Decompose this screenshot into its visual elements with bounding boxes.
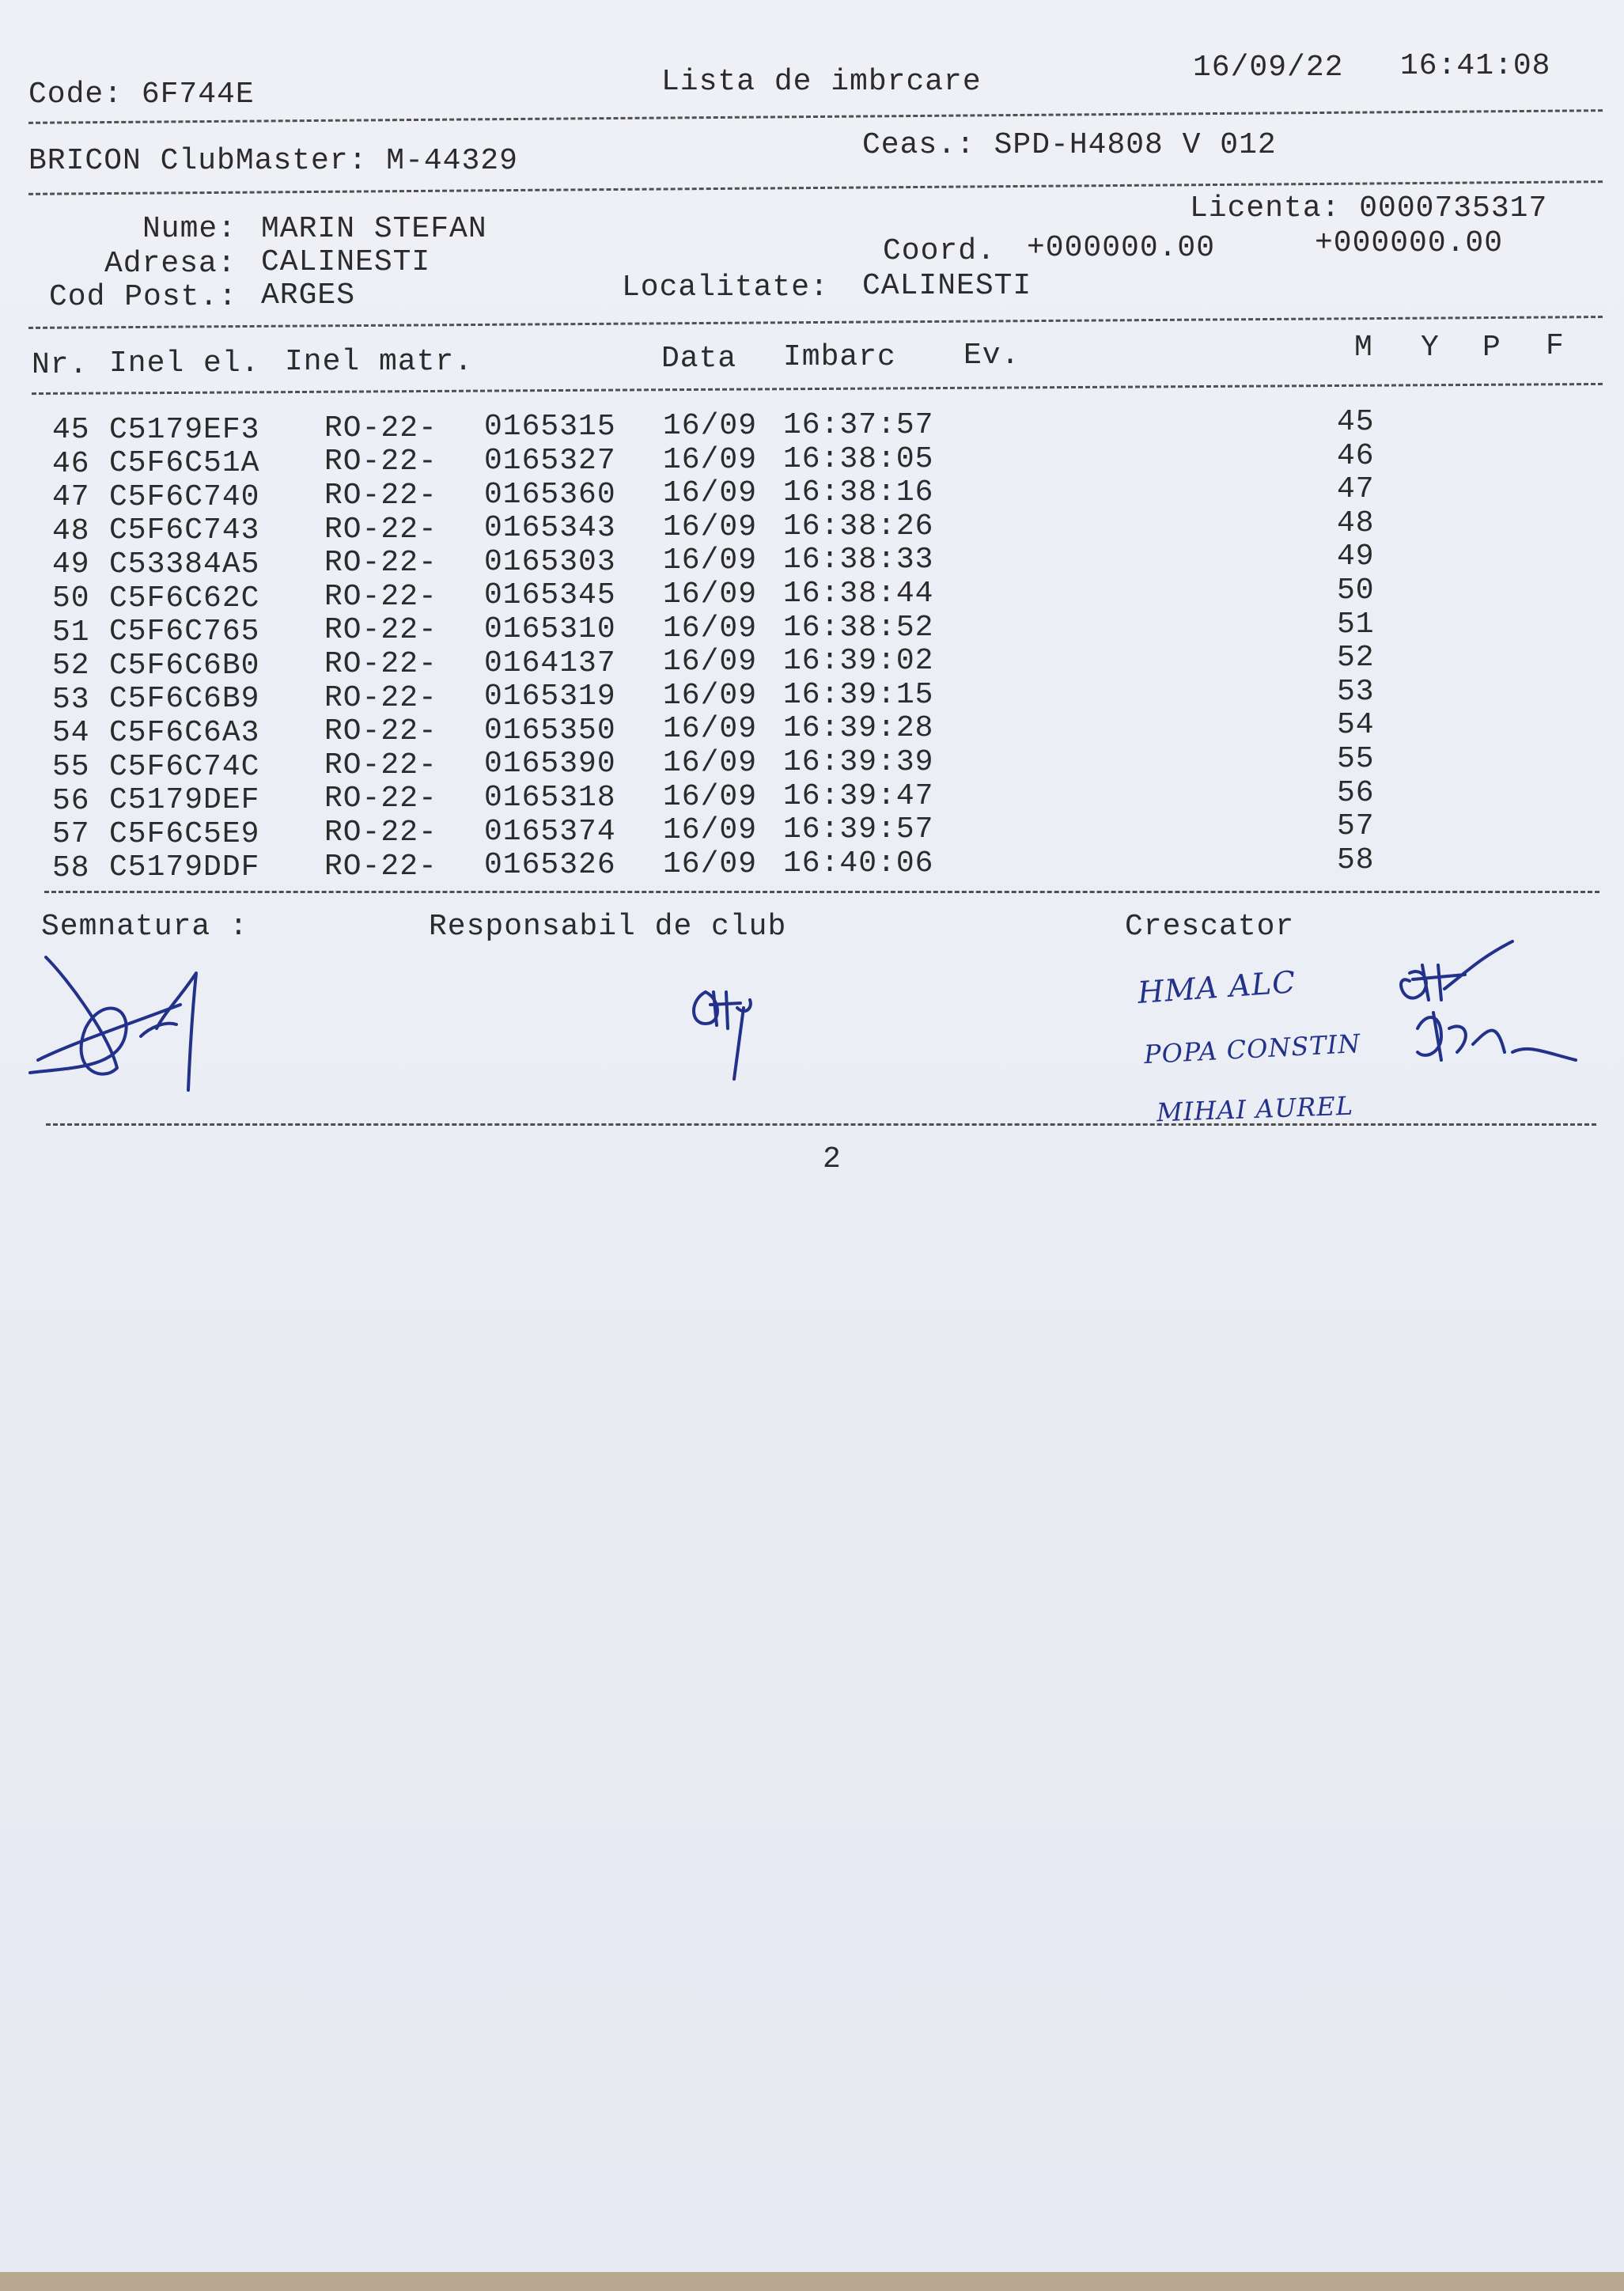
cell-prefix: RO-22- <box>324 849 437 884</box>
cell-ring: 0165343 <box>484 511 616 546</box>
header-date: 16/09/22 <box>1193 51 1344 85</box>
cell-date: 16/09 <box>663 745 758 780</box>
cell-prefix: RO-22- <box>324 646 437 681</box>
cell-prefix: RO-22- <box>324 512 437 547</box>
divider <box>44 891 1599 893</box>
cell-prefix: RO-22- <box>324 748 437 782</box>
cell-ring-el: C5F6C6B9 <box>109 682 260 717</box>
cell-prefix: RO-22- <box>324 445 437 479</box>
club-responsible-label: Responsabil de club <box>429 910 787 944</box>
cell-ring-el: C5F6C6B0 <box>109 648 260 683</box>
cell-ring-el: C5F6C6A3 <box>109 715 260 750</box>
cell-ring: 0165318 <box>484 781 616 815</box>
cell-m: 51 <box>1337 607 1375 642</box>
name-label: Nume: <box>142 212 237 246</box>
cell-time: 16:38:33 <box>783 543 934 577</box>
cell-time: 16:39:02 <box>783 644 934 679</box>
cell-prefix: RO-22- <box>324 714 437 749</box>
cell-nr: 47 <box>52 480 90 515</box>
cell-time: 16:38:05 <box>783 441 934 476</box>
cell-prefix: RO-22- <box>324 613 437 648</box>
address-label: Adresa: <box>104 247 237 281</box>
cell-time: 16:39:39 <box>783 744 934 779</box>
cell-time: 16:39:15 <box>783 677 934 712</box>
cell-date: 16/09 <box>663 476 758 511</box>
cell-nr: 48 <box>52 513 90 548</box>
cell-ring: 0165303 <box>484 544 616 579</box>
page-number: 2 <box>823 1142 842 1176</box>
cell-ring: 0164137 <box>484 646 616 680</box>
col-f: F <box>1546 329 1565 363</box>
col-nr: Nr. <box>32 348 89 382</box>
cell-ring-el: C5F6C51A <box>109 446 260 481</box>
cell-ring-el: C5179DEF <box>109 783 260 818</box>
cell-ring: 0165326 <box>484 848 616 883</box>
divider <box>32 383 1603 395</box>
signature-breeder <box>1394 933 1584 1092</box>
club-master: BRICON ClubMaster: M-44329 <box>28 144 518 178</box>
header-time: 16:41:08 <box>1400 49 1551 83</box>
cell-m: 48 <box>1337 506 1375 540</box>
cell-time: 16:39:57 <box>783 812 934 847</box>
col-board: Imbarc <box>783 340 896 374</box>
col-date: Data <box>661 342 737 376</box>
col-ring-el: Inel el. <box>109 346 260 381</box>
breeder-handwriting-3: MIHAI AUREL <box>1156 1090 1354 1128</box>
owner-locality: CALINESTI <box>862 269 1032 303</box>
divider <box>46 1123 1596 1126</box>
divider <box>28 316 1603 329</box>
license-number: Licenta: 0000735317 <box>1190 191 1548 225</box>
col-ring-matr: Inel matr. <box>285 345 474 379</box>
document-title: Lista de imbrcare <box>661 65 982 99</box>
cell-ring-el: C5F6C74C <box>109 749 260 784</box>
cell-prefix: RO-22- <box>324 680 437 715</box>
cell-m: 49 <box>1337 540 1375 574</box>
cell-m: 58 <box>1337 843 1375 877</box>
cell-time: 16:38:26 <box>783 509 934 543</box>
cell-date: 16/09 <box>663 611 758 646</box>
cell-nr: 46 <box>52 446 90 481</box>
cell-ring: 0165315 <box>484 410 616 445</box>
cell-m: 50 <box>1337 574 1375 608</box>
cell-nr: 57 <box>52 817 90 852</box>
signature-label: Semnatura : <box>41 910 248 944</box>
cell-prefix: RO-22- <box>324 478 437 513</box>
col-y: Y <box>1421 331 1440 365</box>
cell-ring: 0165374 <box>484 814 616 849</box>
cell-ring: 0165350 <box>484 713 616 748</box>
cell-ring: 0165345 <box>484 578 616 613</box>
cell-m: 46 <box>1337 438 1375 473</box>
owner-address: CALINESTI <box>261 245 431 279</box>
col-m: M <box>1354 331 1373 365</box>
coord-x: +000000.00 <box>1027 231 1216 265</box>
cell-m: 54 <box>1337 708 1375 743</box>
cell-date: 16/09 <box>663 712 758 747</box>
signature-left <box>22 949 212 1092</box>
cell-time: 16:38:44 <box>783 576 934 611</box>
cell-nr: 56 <box>52 783 90 818</box>
cell-ring: 0165390 <box>484 747 616 782</box>
cell-m: 56 <box>1337 775 1375 810</box>
cell-ring: 0165310 <box>484 612 616 646</box>
cell-ring-el: C5F6C5E9 <box>109 816 260 851</box>
cell-date: 16/09 <box>663 779 758 814</box>
owner-postal: ARGES <box>261 278 356 312</box>
cell-m: 55 <box>1337 742 1375 776</box>
table-row <box>0 843 1624 886</box>
col-p: P <box>1482 331 1501 365</box>
cell-time: 16:39:28 <box>783 711 934 746</box>
cell-prefix: RO-22- <box>324 815 437 850</box>
cell-ring-el: C53384A5 <box>109 547 260 581</box>
cell-nr: 53 <box>52 682 90 717</box>
cell-date: 16/09 <box>663 509 758 544</box>
coord-label: Coord. <box>883 234 996 268</box>
cell-m: 57 <box>1337 809 1375 844</box>
cell-date: 16/09 <box>663 645 758 680</box>
cell-time: 16:40:06 <box>783 846 934 880</box>
cell-date: 16/09 <box>663 577 758 612</box>
cell-prefix: RO-22- <box>324 782 437 816</box>
cell-m: 53 <box>1337 674 1375 709</box>
cell-ring-el: C5F6C62C <box>109 581 260 615</box>
cell-ring-el: C5179DDF <box>109 850 260 885</box>
cell-nr: 55 <box>52 750 90 784</box>
cell-nr: 58 <box>52 850 90 885</box>
cell-time: 16:38:52 <box>783 610 934 645</box>
cell-date: 16/09 <box>663 846 758 881</box>
cell-time: 16:38:16 <box>783 475 934 510</box>
cell-prefix: RO-22- <box>324 411 437 445</box>
clock-id: Ceas.: SPD-H4808 V 012 <box>862 128 1277 162</box>
cell-prefix: RO-22- <box>324 579 437 614</box>
cell-nr: 50 <box>52 581 90 615</box>
cell-m: 47 <box>1337 472 1375 507</box>
breeder-handwriting-1: HMA ALC <box>1136 964 1297 1010</box>
cell-prefix: RO-22- <box>324 546 437 581</box>
owner-name: MARIN STEFAN <box>261 212 487 246</box>
cell-nr: 51 <box>52 615 90 649</box>
cell-time: 16:37:57 <box>783 407 934 442</box>
cell-ring-el: C5F6C740 <box>109 479 260 514</box>
cell-date: 16/09 <box>663 813 758 848</box>
postal-label: Cod Post.: <box>49 280 238 314</box>
cell-date: 16/09 <box>663 678 758 713</box>
col-ev: Ev. <box>963 339 1020 373</box>
cell-ring: 0165327 <box>484 444 616 478</box>
cell-ring: 0165360 <box>484 477 616 512</box>
cell-date: 16/09 <box>663 543 758 578</box>
cell-date: 16/09 <box>663 408 758 443</box>
cell-nr: 45 <box>52 413 90 447</box>
code-label: Code: 6F744E <box>28 78 255 112</box>
locality-label: Localitate: <box>622 271 829 305</box>
cell-m: 52 <box>1337 641 1375 676</box>
cell-ring-el: C5179EF3 <box>109 412 260 447</box>
cell-nr: 52 <box>52 649 90 684</box>
cell-date: 16/09 <box>663 442 758 477</box>
cell-ring: 0165319 <box>484 680 616 714</box>
signature-club <box>682 976 761 1087</box>
breeder-handwriting-2: POPA CONSTIN <box>1143 1028 1362 1070</box>
cell-time: 16:39:47 <box>783 778 934 813</box>
cell-m: 45 <box>1337 405 1375 439</box>
cell-ring-el: C5F6C765 <box>109 615 260 649</box>
cell-nr: 49 <box>52 547 90 582</box>
cell-nr: 54 <box>52 716 90 751</box>
coord-y: +000000.00 <box>1315 226 1504 260</box>
breeder-label: Crescator <box>1125 910 1295 944</box>
divider <box>28 109 1603 124</box>
cell-ring-el: C5F6C743 <box>109 513 260 548</box>
